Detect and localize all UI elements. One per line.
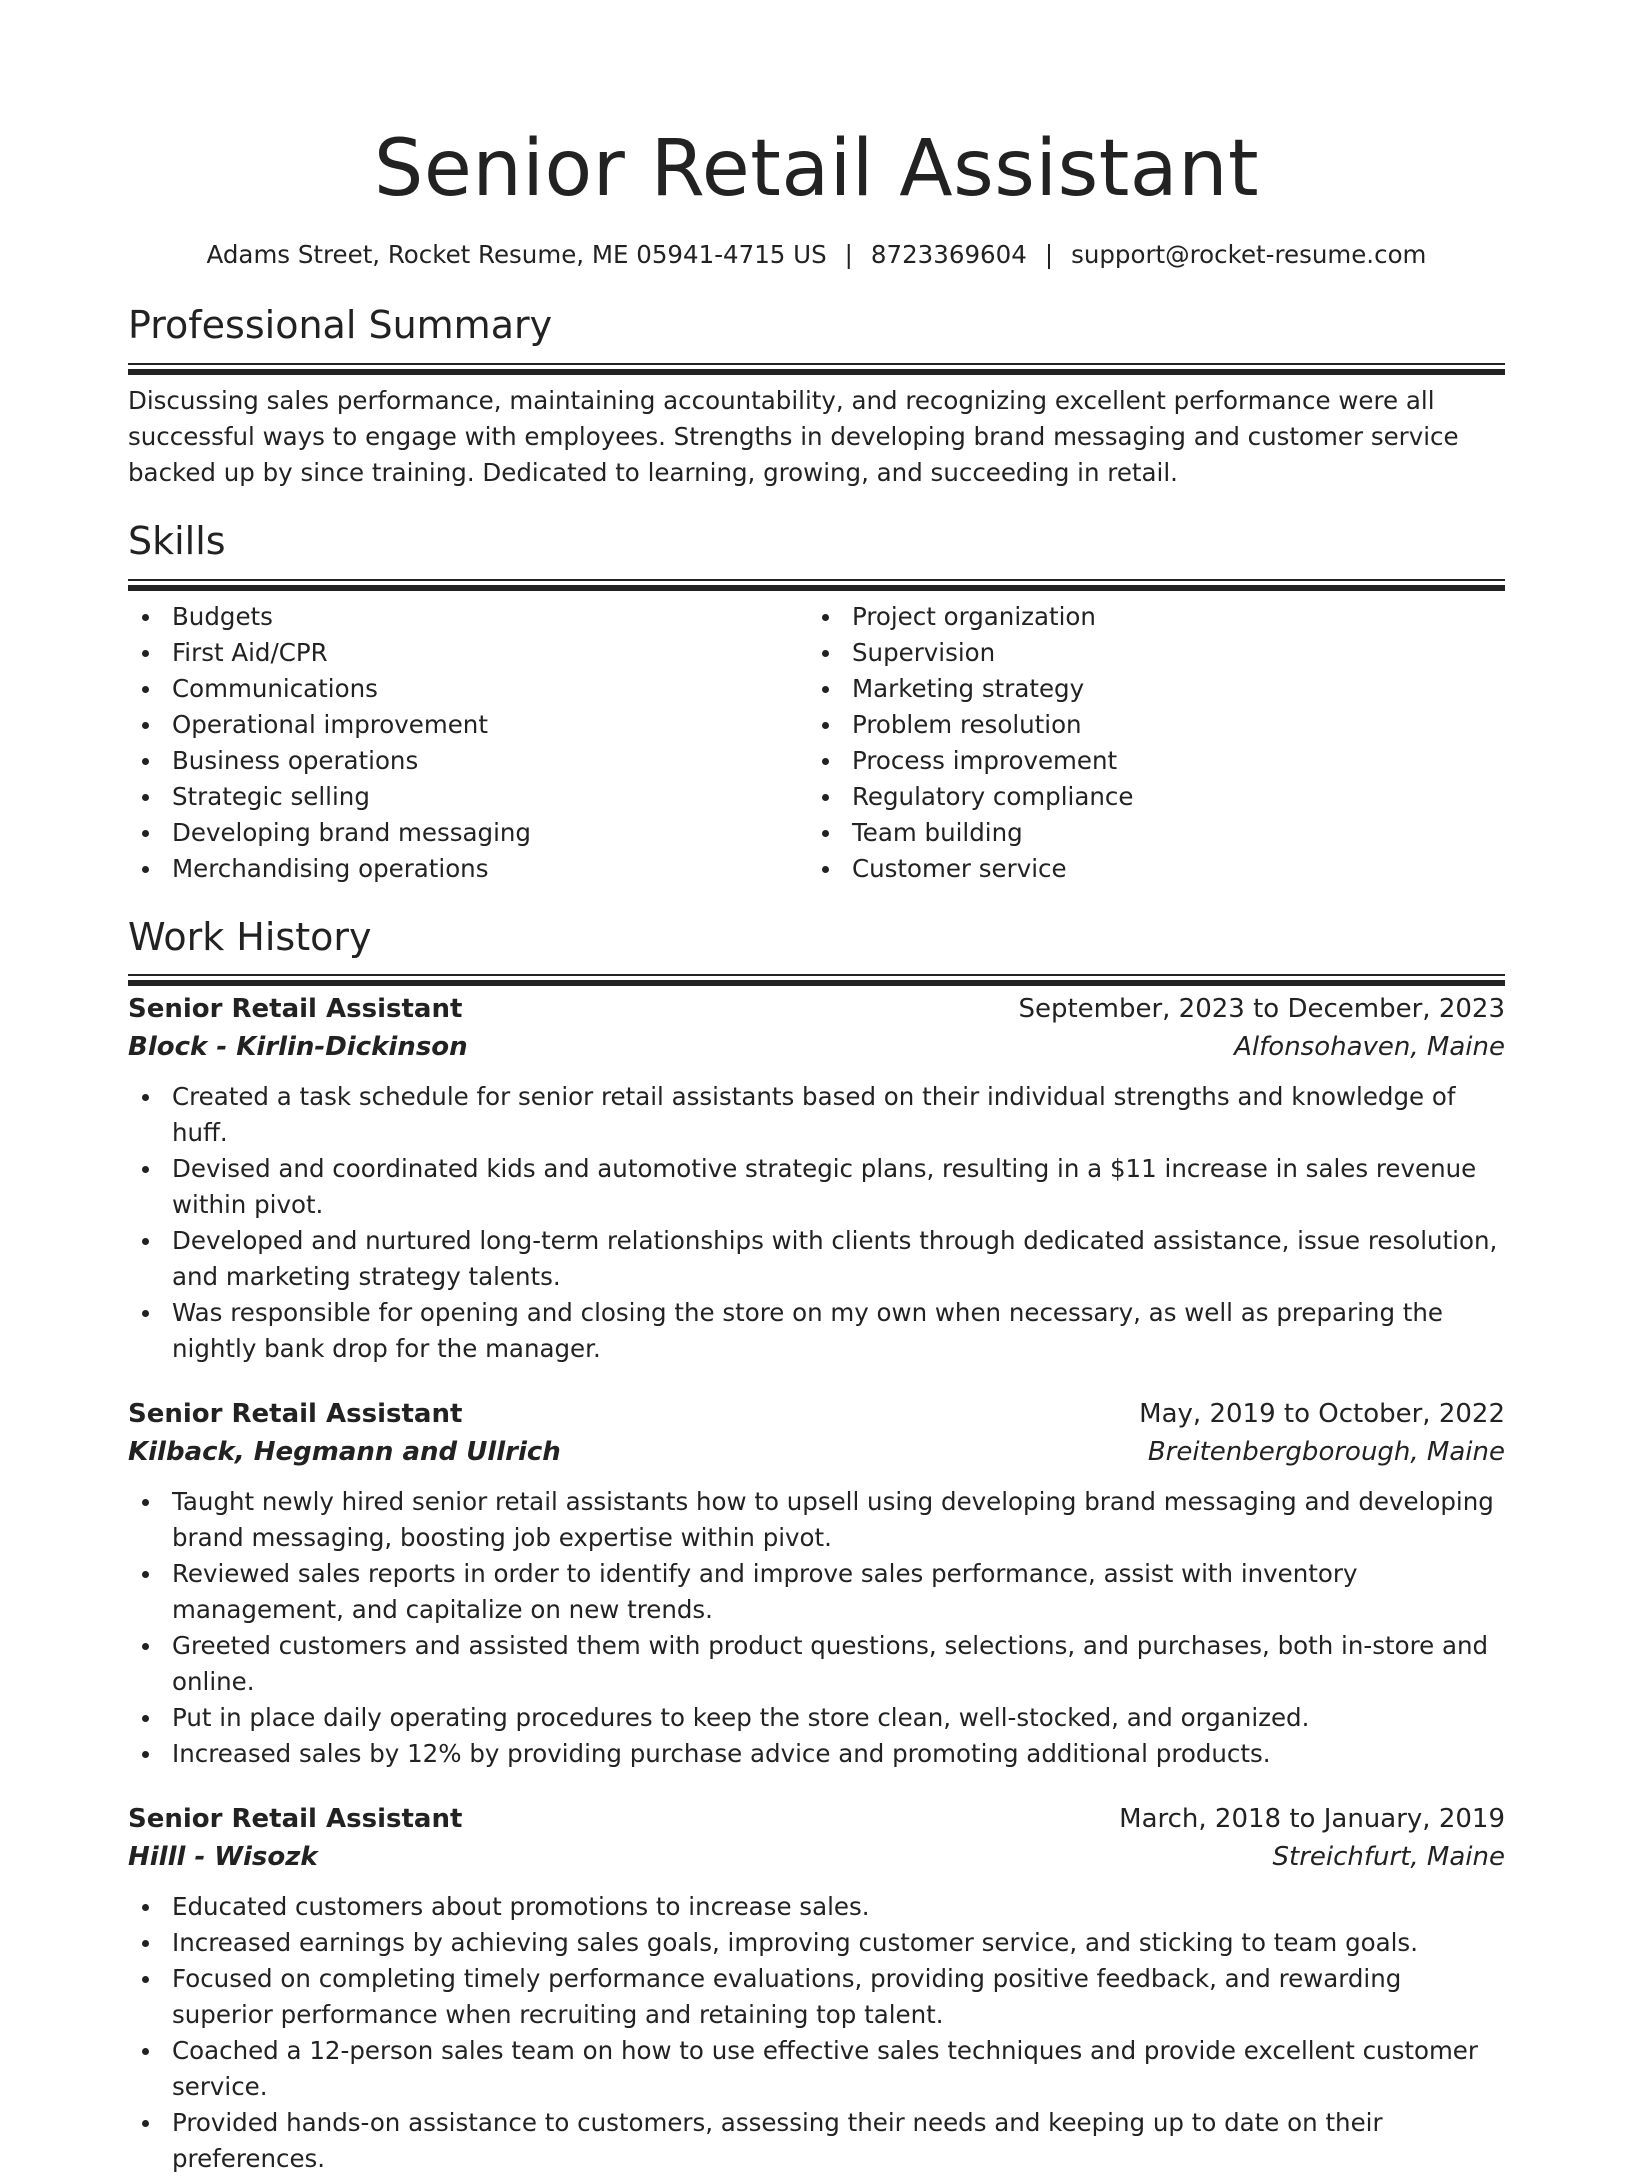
job-title: Senior Retail Assistant bbox=[128, 1399, 463, 1430]
job-company: Kilback, Hegmann and Ullrich bbox=[128, 1437, 561, 1468]
job-header bbox=[128, 1800, 1505, 1838]
skill-item: Operational improvement bbox=[128, 707, 808, 743]
job-title: Senior Retail Assistant bbox=[128, 1804, 463, 1835]
duty-item: Taught newly hired senior retail assistants how to upsell using developing brand messaging and developing brand messaging, boosting job expertise within pivot. bbox=[128, 1484, 1505, 1556]
skill-item: Marketing strategy bbox=[808, 671, 1488, 707]
duty-item: Coached a 12-person sales team on how to use effective sales techniques and provide excellent customer service. bbox=[128, 2033, 1505, 2105]
duty-item: Developed and nurtured long-term relationships with clients through dedicated assistance, issue resolution, and marketing strategy talents. bbox=[128, 1223, 1505, 1295]
duty-item: Created a task schedule for senior retail assistants based on their individual strengths and knowledge of huff. bbox=[128, 1079, 1505, 1151]
job-duties bbox=[128, 1889, 1505, 2177]
section-title-summary: Professional Summary bbox=[128, 303, 553, 348]
contact-phone: 8723369604 bbox=[870, 240, 1027, 269]
job-subheader bbox=[128, 1838, 1505, 1876]
job-location: Alfonsohaven, Maine bbox=[1234, 1032, 1505, 1063]
job-company: Hilll - Wisozk bbox=[128, 1842, 318, 1873]
skill-item: Regulatory compliance bbox=[808, 779, 1488, 815]
skill-item: Budgets bbox=[128, 599, 808, 635]
contact-email[interactable]: support@rocket-resume.com bbox=[1071, 240, 1427, 269]
section-title-skills: Skills bbox=[128, 518, 226, 563]
contact-address: Adams Street, Rocket Resume, ME 05941-4715 US bbox=[206, 240, 827, 269]
duty-item: Increased earnings by achieving sales goals, improving customer service, and sticking to team goals. bbox=[128, 1925, 1505, 1961]
skill-item: Process improvement bbox=[808, 743, 1488, 779]
job-location: Breitenbergborough, Maine bbox=[1147, 1437, 1505, 1468]
job-entry bbox=[128, 1395, 1505, 1772]
summary-text: Discussing sales performance, maintaining accountability, and recognizing excellent performance were all successful ways to engage with employees. Strengths in developing brand messaging and customer service backed up by since training. Dedicated to learning, growing, and succeeding in retail. bbox=[128, 385, 1459, 487]
skill-item: First Aid/CPR bbox=[128, 635, 808, 671]
skill-item: Supervision bbox=[808, 635, 1488, 671]
skills-list-left bbox=[128, 599, 808, 887]
job-location: Streichfurt, Maine bbox=[1272, 1842, 1505, 1873]
duty-item: Focused on completing timely performance evaluations, providing positive feedback, and rewarding superior performance when recruiting and retaining top talent. bbox=[128, 1961, 1505, 2033]
skill-item: Communications bbox=[128, 671, 808, 707]
duty-item: Greeted customers and assisted them with product questions, selections, and purchases, both in-store and online. bbox=[128, 1628, 1505, 1700]
duty-item: Educated customers about promotions to increase sales. bbox=[128, 1889, 1505, 1925]
contact-separator: | bbox=[844, 240, 853, 269]
resume-page bbox=[128, 0, 1505, 2177]
section-title-work: Work History bbox=[128, 914, 372, 959]
skill-item: Customer service bbox=[808, 851, 1488, 887]
skills-section bbox=[128, 519, 1505, 887]
skills-list-right bbox=[808, 599, 1488, 887]
skill-item: Merchandising operations bbox=[128, 851, 808, 887]
duty-item: Devised and coordinated kids and automotive strategic plans, resulting in a $11 increase in sales revenue within pivot. bbox=[128, 1151, 1505, 1223]
section-divider bbox=[128, 363, 1505, 365]
duty-item: Put in place daily operating procedures to keep the store clean, well-stocked, and organized. bbox=[128, 1700, 1505, 1736]
job-dates: March, 2018 to January, 2019 bbox=[1119, 1804, 1505, 1835]
skill-item: Problem resolution bbox=[808, 707, 1488, 743]
duty-item: Reviewed sales reports in order to identify and improve sales performance, assist with inventory management, and capitalize on new trends. bbox=[128, 1556, 1505, 1628]
duty-item: Was responsible for opening and closing the store on my own when necessary, as well as preparing the nightly bank drop for the manager. bbox=[128, 1295, 1505, 1367]
job-subheader bbox=[128, 1028, 1505, 1066]
job-header bbox=[128, 1395, 1505, 1433]
duty-item: Provided hands-on assistance to customers, assessing their needs and keeping up to date on their preferences. bbox=[128, 2105, 1505, 2177]
job-subheader bbox=[128, 1433, 1505, 1471]
work-section bbox=[128, 915, 1505, 2177]
summary-section bbox=[128, 303, 1505, 491]
job-duties bbox=[128, 1079, 1505, 1367]
job-duties bbox=[128, 1484, 1505, 1772]
skill-item: Team building bbox=[808, 815, 1488, 851]
duty-item: Increased sales by 12% by providing purchase advice and promoting additional products. bbox=[128, 1736, 1505, 1772]
contact-separator: | bbox=[1044, 240, 1054, 269]
job-title: Senior Retail Assistant bbox=[128, 994, 463, 1025]
skills-columns bbox=[128, 599, 1505, 887]
contact-line bbox=[128, 240, 1505, 269]
skill-item: Developing brand messaging bbox=[128, 815, 808, 851]
job-entry bbox=[128, 990, 1505, 1367]
section-divider bbox=[128, 579, 1505, 581]
job-dates: May, 2019 to October, 2022 bbox=[1139, 1399, 1505, 1430]
job-entry bbox=[128, 1800, 1505, 2177]
job-header bbox=[128, 990, 1505, 1028]
job-dates: September, 2023 to December, 2023 bbox=[1018, 994, 1505, 1025]
section-divider bbox=[128, 974, 1505, 976]
job-company: Block - Kirlin-Dickinson bbox=[128, 1032, 468, 1063]
skill-item: Strategic selling bbox=[128, 779, 808, 815]
skill-item: Project organization bbox=[808, 599, 1488, 635]
resume-name: Senior Retail Assistant bbox=[373, 124, 1260, 214]
skill-item: Business operations bbox=[128, 743, 808, 779]
